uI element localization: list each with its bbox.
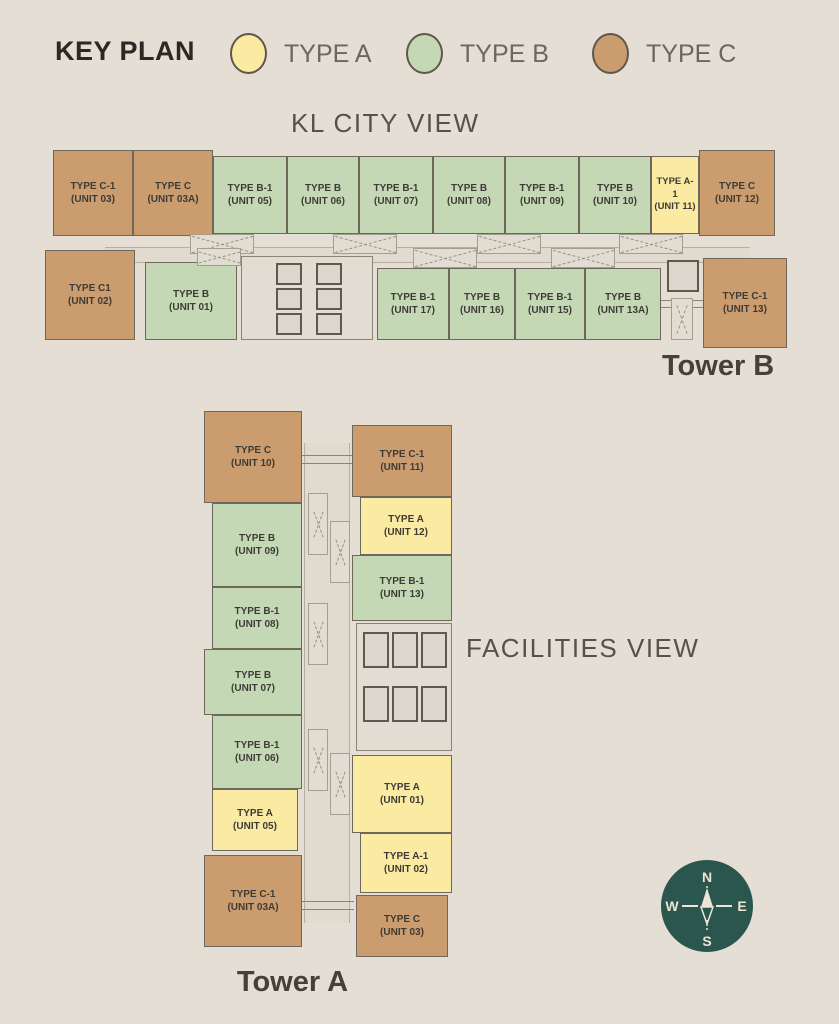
compass-west-label: W: [665, 898, 679, 914]
unit-type-label: TYPE C-1: [379, 448, 425, 460]
unit-number-label: (UNIT 11): [380, 462, 424, 473]
unit-type-label: TYPE C-1: [230, 888, 276, 900]
unit-number-label: (UNIT 03): [71, 194, 115, 205]
tower-b-lift-core: [241, 256, 373, 340]
unit-a-01: [352, 755, 452, 833]
kl-city-view-title: KL CITY VIEW: [291, 108, 480, 138]
unit-type-label: TYPE A: [388, 513, 424, 525]
corridor-hatch: [330, 753, 350, 815]
unit-number-label: (UNIT 17): [391, 305, 435, 316]
lift-shaft: [363, 686, 389, 722]
unit-number-label: (UNIT 07): [374, 196, 418, 207]
unit-number-label: (UNIT 13): [380, 589, 424, 600]
unit-number-label: (UNIT 12): [715, 194, 759, 205]
unit-type-label: TYPE C: [154, 180, 192, 192]
unit-type-label: TYPE A: [384, 781, 420, 793]
unit-number-label: (UNIT 16): [460, 305, 504, 316]
unit-type-label: TYPE B: [172, 288, 210, 300]
unit-b-13a: [585, 268, 661, 340]
unit-b-06: [287, 156, 359, 234]
unit-number-label: (UNIT 11): [654, 201, 696, 213]
unit-a-13: [352, 555, 452, 621]
unit-number-label: (UNIT 10): [593, 196, 637, 207]
lift-shaft: [276, 288, 302, 310]
unit-b-16: [449, 268, 515, 340]
unit-type-label: TYPE B-1: [379, 575, 425, 587]
compass-icon: [659, 858, 755, 954]
type-c-swatch-icon: [592, 33, 629, 74]
lift-shaft: [421, 632, 447, 668]
tower-b-name: Tower B: [662, 350, 775, 382]
unit-number-label: (UNIT 06): [235, 753, 279, 764]
balcony-hatch: [551, 248, 615, 268]
unit-type-label: TYPE C: [718, 180, 756, 192]
unit-b-07: [359, 156, 433, 234]
unit-number-label: (UNIT 03A): [147, 194, 199, 205]
unit-number-label: (UNIT 01): [380, 795, 424, 806]
balcony-hatch: [413, 248, 477, 268]
lift-shaft: [421, 686, 447, 722]
corridor-hatch: [308, 493, 328, 555]
unit-number-label: (UNIT 09): [235, 546, 279, 557]
unit-b-05: [213, 156, 287, 234]
unit-a-06: [212, 715, 302, 789]
unit-a-09: [212, 503, 302, 587]
lift-shaft: [392, 686, 418, 722]
unit-number-label: (UNIT 05): [228, 196, 272, 207]
compass-rose: [659, 858, 755, 954]
unit-type-label: TYPE C-1: [722, 290, 768, 302]
unit-type-label: TYPE A: [237, 807, 273, 819]
unit-number-label: (UNIT 03): [380, 927, 424, 938]
unit-type-label: TYPE B-1: [227, 182, 273, 194]
unit-b-09: [505, 156, 579, 234]
lift-shaft: [363, 632, 389, 668]
unit-type-label: TYPE B: [234, 669, 272, 681]
unit-number-label: (UNIT 06): [301, 196, 345, 207]
unit-type-label: TYPE C1: [69, 282, 111, 294]
unit-b-12: [699, 150, 775, 236]
unit-number-label: (UNIT 01): [169, 302, 213, 313]
unit-b-13: [703, 258, 787, 348]
unit-type-label: TYPE C: [383, 913, 421, 925]
lift-shaft: [392, 632, 418, 668]
unit-type-label: TYPE B-1: [527, 291, 573, 303]
unit-a-05: [212, 789, 298, 851]
unit-number-label: (UNIT 15): [528, 305, 572, 316]
lift-shaft: [276, 313, 302, 335]
balcony-hatch: [477, 234, 541, 254]
unit-type-label: TYPE C: [234, 444, 272, 456]
unit-b-10: [579, 156, 651, 234]
unit-b-08: [433, 156, 505, 234]
unit-number-label: (UNIT 02): [384, 864, 428, 875]
unit-type-label: TYPE B-1: [390, 291, 436, 303]
tower-b-floor-plan: [45, 150, 793, 350]
unit-number-label: (UNIT 02): [68, 296, 112, 307]
unit-type-label: TYPE C-1: [70, 180, 116, 192]
unit-type-label: TYPE B: [450, 182, 488, 194]
unit-a-08: [212, 587, 302, 649]
unit-number-label: (UNIT 07): [231, 683, 275, 694]
unit-b-17: [377, 268, 449, 340]
unit-number-label: (UNIT 03A): [227, 902, 279, 913]
lift-shaft: [316, 263, 342, 285]
type-a-swatch-icon: [230, 33, 267, 74]
unit-number-label: (UNIT 13A): [597, 305, 649, 316]
unit-b-03: [53, 150, 133, 236]
lift-shaft: [316, 313, 342, 335]
unit-number-label: (UNIT 08): [447, 196, 491, 207]
type-c-legend-label: TYPE C: [646, 40, 737, 68]
corridor-hatch: [308, 603, 328, 665]
tower-a-name: Tower A: [236, 966, 349, 998]
unit-type-label: TYPE B: [304, 182, 342, 194]
unit-number-label: (UNIT 10): [231, 458, 275, 469]
unit-b-01: [145, 262, 237, 340]
unit-type-label: TYPE B: [463, 291, 501, 303]
unit-type-label: TYPE B-1: [519, 182, 565, 194]
type-b-swatch-icon: [406, 33, 443, 74]
type-b-legend-label: TYPE B: [460, 40, 549, 68]
unit-type-label: TYPE B: [596, 182, 634, 194]
unit-type-label: TYPE B-1: [234, 605, 280, 617]
compass-north-label: N: [701, 869, 713, 885]
facilities-view-title: FACILITIES VIEW: [466, 633, 700, 663]
unit-type-label: TYPE A-1: [383, 850, 429, 862]
service-hatch: [671, 298, 693, 340]
balcony-hatch: [197, 248, 241, 266]
service-shaft: [667, 260, 699, 292]
unit-a-02: [360, 833, 452, 893]
unit-number-label: (UNIT 08): [235, 619, 279, 630]
unit-number-label: (UNIT 12): [384, 527, 428, 538]
compass-east-label: E: [737, 898, 747, 914]
unit-b-11: [651, 156, 699, 234]
corridor-hatch: [330, 521, 350, 583]
unit-a-07: [204, 649, 302, 715]
balcony-hatch: [619, 234, 683, 254]
key-plan-title: KEY PLAN: [55, 36, 196, 66]
unit-a-03: [356, 895, 448, 957]
corridor-hatch: [308, 729, 328, 791]
unit-number-label: (UNIT 05): [233, 821, 277, 832]
unit-b-03a: [133, 150, 213, 236]
lift-shaft: [316, 288, 342, 310]
lift-shaft: [276, 263, 302, 285]
unit-a-03a: [204, 855, 302, 947]
unit-a-11: [352, 425, 452, 497]
unit-b-02: [45, 250, 135, 340]
unit-type-label: TYPE A-1: [656, 175, 694, 200]
tower-a-floor-plan: [190, 403, 468, 960]
link-bridge: [300, 901, 354, 910]
link-bridge: [300, 455, 354, 464]
tower-a-lift-core: [356, 623, 452, 751]
unit-type-label: TYPE B-1: [234, 739, 280, 751]
unit-number-label: (UNIT 09): [520, 196, 564, 207]
unit-number-label: (UNIT 13): [723, 304, 767, 315]
unit-type-label: TYPE B-1: [373, 182, 419, 194]
balcony-hatch: [333, 234, 397, 254]
unit-a-12: [360, 497, 452, 555]
unit-type-label: TYPE B: [238, 532, 276, 544]
unit-b-15: [515, 268, 585, 340]
unit-type-label: TYPE B: [604, 291, 642, 303]
compass-south-label: S: [702, 933, 712, 949]
unit-a-10: [204, 411, 302, 503]
type-a-legend-label: TYPE A: [284, 40, 372, 68]
